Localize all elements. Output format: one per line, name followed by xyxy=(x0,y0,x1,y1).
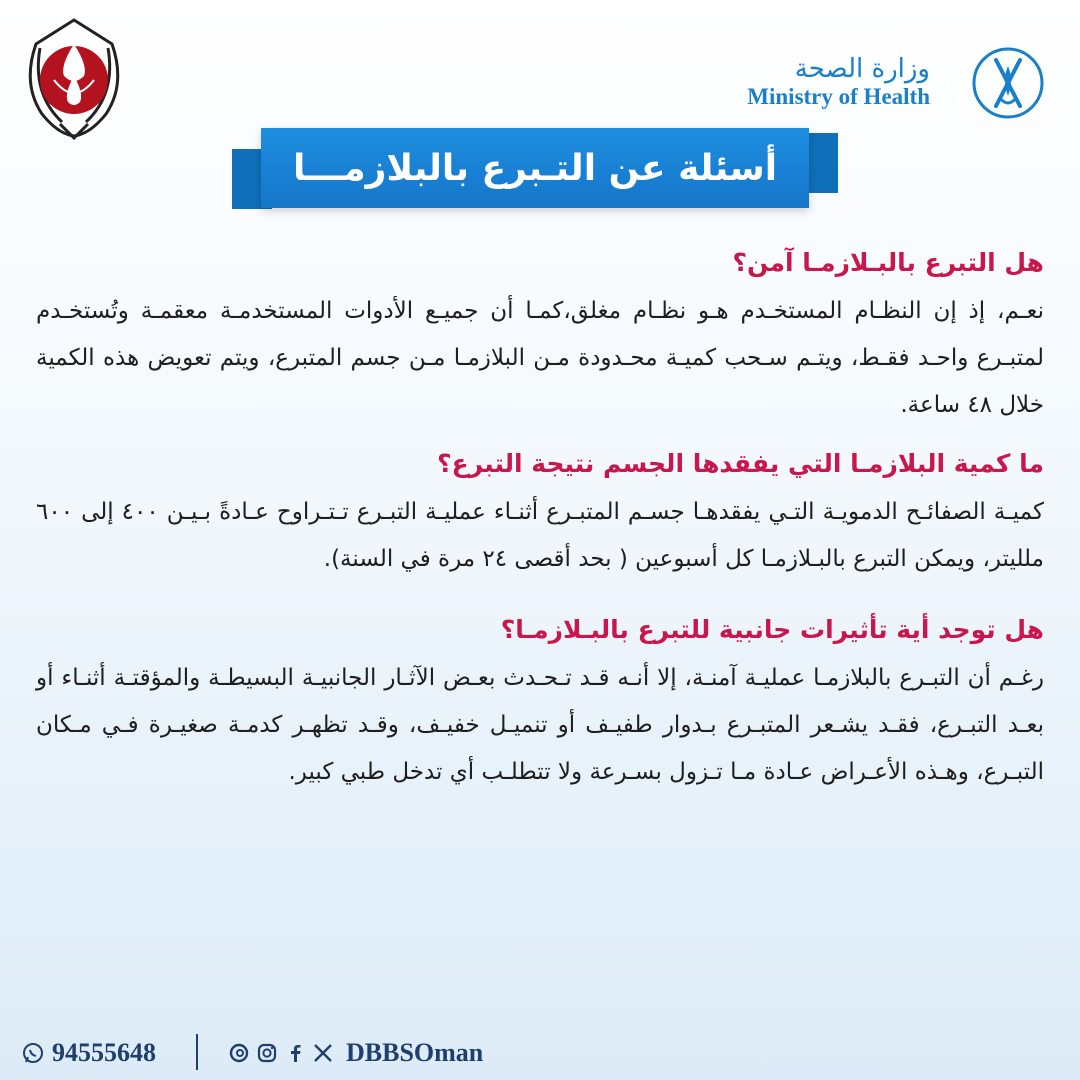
page-title: أسئلة عن التـبرع بالبلازمـــا xyxy=(261,128,809,208)
facebook-icon[interactable] xyxy=(284,1042,306,1064)
faq-question: هل التبرع بالبـلازمـا آمن؟ xyxy=(732,248,1044,277)
faq-item xyxy=(36,439,1044,583)
x-icon[interactable] xyxy=(312,1042,334,1064)
instagram-icon[interactable] xyxy=(256,1042,278,1064)
blood-bank-logo xyxy=(18,14,130,140)
social-handle[interactable]: DBBSOman xyxy=(346,1038,484,1067)
whatsapp-contact[interactable] xyxy=(22,1038,156,1068)
whatsapp-icon xyxy=(22,1042,44,1064)
footer-divider xyxy=(196,1034,198,1070)
faq-answer: رغـم أن التبـرع بالبلازمـا عمليـة آمنـة، إلا أنـه قـد تـحـدث بعـض الآثـار الجانبيـة البسيطـة والمؤقتـة أثنـاء أو بعـد التبـرع، فقـد يشـعر المتبـرع بـدوار طفيـف أو تنميـل خفيـف، وقـد تظهـر كدمـة صغيـرة فـي مـكان التبـرع، وهـذه الأعـراض عـادة مـا تـزول بسـرعة ولا تتطلـب أي تدخل طبي كبير. xyxy=(36,665,1044,785)
social-links xyxy=(228,1038,483,1068)
ministry-name-ar: وزارة الصحة xyxy=(794,54,930,84)
phone-number: 94555648 xyxy=(52,1038,156,1067)
faq-content xyxy=(36,238,1044,796)
faq-answer: كميـة الصفائـح الدمويـة التـي يفقدهـا جسـم المتبـرع أثنـاء عمليـة التبـرع تـتـراوح عـادةً بـيـن ٤٠٠ إلى ٦٠٠ ملليتر، ويمكن التبرع بالبـلازمـا كل أسبوعين ( بحد أقصى ٢٤ مرة في السنة). xyxy=(36,499,1044,572)
ministry-wordmark xyxy=(747,54,930,110)
faq-answer: نعـم، إذ إن النظـام المستخـدم هـو نظـام مغلق،كمـا أن جميـع الأدوات المستخدمـة معقمـة وتُستخـدم لمتبـرع واحـد فقـط، ويتـم سـحب كميـة محـدودة مـن البلازمـا مـن جسم المتبرع، ويتم تعويض هذه الكمية خلال ٤٨ ساعة. xyxy=(36,298,1044,418)
faq-question: هل توجد أية تأثيرات جانبية للتبرع بالبـلازمـا؟ xyxy=(500,615,1044,644)
faq-item xyxy=(36,238,1044,429)
ministry-emblem-icon xyxy=(936,18,1058,148)
faq-question: ما كمية البلازمـا التي يفقدها الجسم نتيجة التبرع؟ xyxy=(437,449,1044,478)
faq-item xyxy=(36,605,1044,796)
ministry-name-en: Ministry of Health xyxy=(747,84,930,109)
threads-icon[interactable] xyxy=(228,1042,250,1064)
